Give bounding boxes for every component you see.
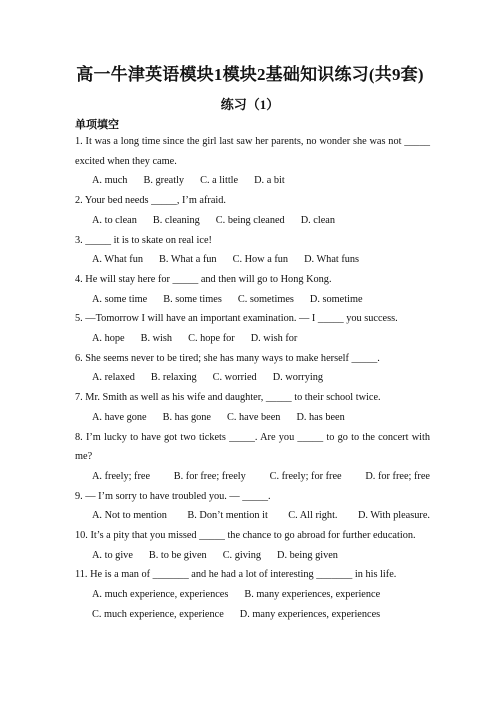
option-d: D. for free; free — [365, 470, 430, 482]
option-c: C. All right. — [288, 510, 338, 522]
option-a: A. much — [92, 175, 128, 187]
option-c: C. a little — [200, 175, 239, 187]
option-a: A. Not to mention — [92, 510, 167, 522]
option-row — [75, 605, 430, 625]
document-title: 高一牛津英语模块1模块2基础知识练习(共9套) — [76, 65, 424, 84]
option-a: A. What fun — [92, 254, 143, 266]
option-c: C. giving — [222, 549, 262, 561]
option-d: D. has been — [296, 411, 345, 423]
option-c: C. worried — [212, 372, 257, 384]
option-row — [75, 585, 430, 605]
question-item — [75, 132, 430, 191]
option-row — [75, 211, 430, 231]
option-d: D. clean — [300, 214, 336, 226]
option-c: C. much experience, experience — [92, 608, 224, 620]
option-a: A. much experience, experiences — [92, 589, 229, 601]
option-row — [75, 467, 430, 487]
question-item — [75, 388, 430, 427]
question-text: 4. He will stay here for _____ and then will go to Hong Kong. — [75, 273, 332, 285]
option-a: A. some time — [92, 293, 148, 305]
question-text: 2. Your bed needs _____, I’m afraid. — [75, 195, 226, 207]
option-b: B. What a fun — [159, 254, 217, 266]
option-d: D. worrying — [272, 372, 324, 384]
section-heading: 单项填空 — [75, 119, 119, 131]
question-text: 5. —Tomorrow I will have an important examination. — I _____ you success. — [75, 313, 398, 325]
question-text: 3. _____ it is to skate on real ice! — [75, 234, 212, 246]
option-row — [75, 506, 430, 526]
question-list — [75, 132, 430, 625]
question-item — [75, 191, 430, 230]
option-a: A. to give — [92, 549, 133, 561]
option-row — [75, 171, 430, 191]
question-text: 6. She seems never to be tired; she has many ways to make herself _____. — [75, 352, 380, 364]
option-d: D. wish for — [250, 333, 298, 345]
question-item — [75, 565, 430, 624]
question-text: 10. It’s a pity that you missed _____ the chance to go abroad for further education. — [75, 530, 416, 542]
question-text: 11. He is a man of _______ and he had a lot of interesting _______ in his life. — [75, 569, 397, 581]
question-item — [75, 309, 430, 348]
option-c: C. hope for — [188, 333, 235, 345]
option-a: A. hope — [92, 333, 125, 345]
option-b: B. Don’t mention it — [187, 510, 268, 522]
option-b: B. for free; freely — [173, 470, 246, 482]
option-row — [75, 368, 430, 388]
option-row — [75, 408, 430, 428]
question-item — [75, 231, 430, 270]
option-a: A. have gone — [92, 411, 147, 423]
option-c: C. have been — [226, 411, 281, 423]
option-c: C. being cleaned — [215, 214, 285, 226]
option-b: B. to be given — [148, 549, 207, 561]
question-text: 8. I’m lucky to have got two tickets _____. Are you _____ to go to the concert with me? — [75, 431, 430, 463]
option-b: B. relaxing — [150, 372, 197, 384]
question-item — [75, 270, 430, 309]
question-item — [75, 526, 430, 565]
option-b: B. wish — [140, 333, 173, 345]
exercise-subtitle: 练习（1） — [220, 97, 280, 112]
question-item — [75, 349, 430, 388]
question-item — [75, 487, 430, 526]
option-b: B. many experiences, experience — [244, 589, 381, 601]
option-row — [75, 290, 430, 310]
option-b: B. cleaning — [152, 214, 200, 226]
option-d: D. With pleasure. — [357, 510, 430, 522]
question-text: 1. It was a long time since the girl last saw her parents, no wonder she was not _____ excited when they came. — [75, 136, 430, 167]
question-text: 7. Mr. Smith as well as his wife and daughter, _____ to their school twice. — [75, 392, 381, 404]
question-text: 9. — I’m sorry to have troubled you. — _____. — [75, 490, 271, 502]
option-b: B. some times — [163, 293, 222, 305]
option-row — [75, 546, 430, 566]
option-d: D. sometime — [309, 293, 363, 305]
option-c: C. sometimes — [237, 293, 294, 305]
option-c: C. How a fun — [232, 254, 289, 266]
option-a: A. to clean — [92, 214, 137, 226]
option-d: D. What funs — [304, 254, 360, 266]
option-b: B. has gone — [162, 411, 211, 423]
option-d: D. a bit — [254, 175, 285, 187]
option-d: D. being given — [277, 549, 338, 561]
option-a: A. freely; free — [92, 470, 151, 482]
option-d: D. many experiences, experiences — [239, 608, 381, 620]
question-item — [75, 428, 430, 487]
option-c: C. freely; for free — [269, 470, 342, 482]
option-b: B. greatly — [143, 175, 185, 187]
option-a: A. relaxed — [92, 372, 135, 384]
option-row — [75, 329, 430, 349]
option-row — [75, 250, 430, 270]
